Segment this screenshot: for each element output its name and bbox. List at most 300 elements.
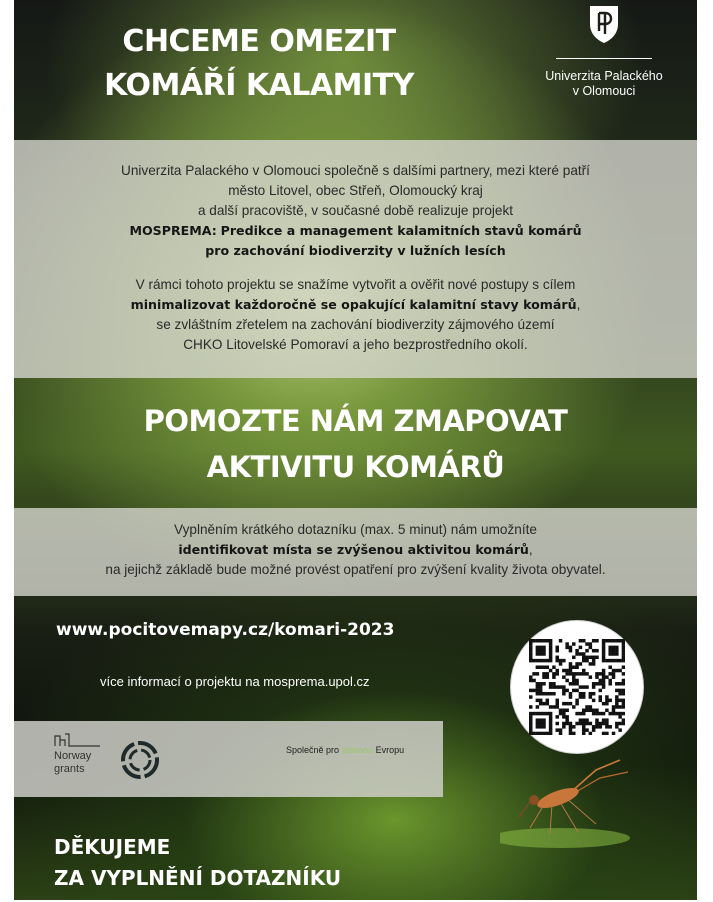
qr-module bbox=[539, 699, 543, 703]
intro-p1-line3: a další pracoviště, v současné době realizuje projekt bbox=[197, 203, 514, 218]
qr-module bbox=[529, 705, 533, 709]
qr-module bbox=[542, 732, 546, 735]
headline-top-line2: KOMÁŘÍ KALAMITY bbox=[104, 68, 414, 103]
qr-module bbox=[618, 639, 622, 643]
intro-p1-line4 bbox=[14, 221, 697, 241]
qr-module bbox=[549, 642, 553, 646]
qr-module bbox=[572, 665, 576, 669]
qr-module bbox=[602, 718, 606, 722]
qr-module bbox=[605, 639, 609, 643]
qr-module bbox=[608, 712, 612, 716]
qr-module bbox=[592, 709, 596, 713]
qr-module bbox=[529, 656, 533, 660]
qr-module bbox=[602, 672, 606, 676]
qr-module bbox=[529, 689, 533, 693]
qr-module bbox=[595, 722, 599, 726]
qr-module bbox=[549, 669, 553, 673]
qr-module bbox=[536, 692, 540, 696]
qr-module bbox=[549, 685, 553, 689]
qr-module bbox=[579, 712, 583, 716]
qr-module bbox=[589, 656, 593, 660]
qr-module bbox=[599, 699, 603, 703]
qr-module bbox=[612, 709, 616, 713]
qr-module bbox=[622, 702, 625, 706]
qr-module bbox=[579, 692, 583, 696]
qr-module bbox=[608, 646, 612, 650]
qr-module bbox=[582, 709, 586, 713]
qr-module bbox=[565, 669, 569, 673]
project-title-part2: pro zachování biodiverzity v lužních lesích bbox=[205, 243, 506, 258]
qr-module bbox=[618, 722, 622, 726]
qr-module bbox=[582, 692, 586, 696]
qr-module bbox=[572, 682, 576, 686]
qr-module bbox=[569, 649, 573, 653]
qr-module bbox=[552, 692, 556, 696]
qr-module bbox=[608, 672, 612, 676]
qr-module bbox=[569, 728, 573, 732]
qr-module bbox=[622, 718, 625, 722]
qr-module bbox=[559, 712, 563, 716]
qr-module bbox=[582, 695, 586, 699]
qr-module bbox=[612, 652, 616, 656]
qr-module bbox=[595, 672, 599, 676]
qr-module bbox=[546, 712, 550, 716]
qr-module bbox=[539, 639, 543, 643]
qr-module bbox=[602, 682, 606, 686]
qr-module bbox=[575, 665, 579, 669]
norway-grants-logo bbox=[54, 731, 114, 776]
qr-module bbox=[559, 685, 563, 689]
qr-module bbox=[536, 712, 540, 716]
qr-module bbox=[539, 712, 543, 716]
qr-module bbox=[589, 692, 593, 696]
qr-module bbox=[546, 639, 550, 643]
qr-module bbox=[582, 656, 586, 660]
qr-module bbox=[542, 725, 546, 729]
qr-module bbox=[549, 692, 553, 696]
qr-module bbox=[546, 675, 550, 679]
qr-module bbox=[562, 689, 566, 693]
more-info-text[interactable]: více informací o projektu na mosprema.upol.cz bbox=[100, 674, 370, 689]
qr-module bbox=[612, 646, 616, 650]
qr-module bbox=[615, 722, 619, 726]
norway-grants-line2: grants bbox=[54, 763, 85, 775]
qr-module bbox=[582, 672, 586, 676]
qr-module bbox=[589, 662, 593, 666]
qr-module bbox=[622, 692, 625, 696]
qr-module bbox=[559, 732, 563, 735]
qr-module bbox=[549, 732, 553, 735]
survey-line1: Vyplněním krátkého dotazníku (max. 5 minut) nám umožníte bbox=[174, 522, 537, 537]
qr-module bbox=[575, 722, 579, 726]
qr-module bbox=[612, 712, 616, 716]
qr-module bbox=[615, 669, 619, 673]
qr-module bbox=[575, 682, 579, 686]
qr-module bbox=[595, 712, 599, 716]
qr-module bbox=[605, 718, 609, 722]
qr-module bbox=[542, 652, 546, 656]
qr-module bbox=[546, 732, 550, 735]
faint-line bbox=[174, 763, 274, 771]
project-name: MOSPREMA: bbox=[129, 223, 217, 238]
qr-module bbox=[602, 679, 606, 683]
qr-module bbox=[622, 705, 625, 709]
qr-module bbox=[585, 642, 589, 646]
qr-module bbox=[595, 718, 599, 722]
qr-module bbox=[552, 685, 556, 689]
qr-module bbox=[546, 702, 550, 706]
qr-module bbox=[575, 699, 579, 703]
qr-module bbox=[599, 672, 603, 676]
qr-module bbox=[615, 649, 619, 653]
qr-module bbox=[592, 692, 596, 696]
qr-module bbox=[579, 639, 583, 643]
survey-text bbox=[14, 520, 697, 580]
qr-module bbox=[536, 722, 540, 726]
partner-logos-strip bbox=[14, 721, 443, 797]
qr-module bbox=[542, 672, 546, 676]
qr-module bbox=[615, 689, 619, 693]
qr-module bbox=[605, 709, 609, 713]
intro-p2-line2 bbox=[14, 295, 697, 315]
qr-module bbox=[622, 649, 625, 653]
qr-module bbox=[572, 679, 576, 683]
qr-module bbox=[549, 649, 553, 653]
qr-module bbox=[572, 675, 576, 679]
qr-module bbox=[595, 725, 599, 729]
qr-module bbox=[608, 725, 612, 729]
qr-module bbox=[536, 699, 540, 703]
university-name-line1: Univerzita Palackého bbox=[545, 69, 663, 83]
qr-module bbox=[592, 656, 596, 660]
qr-module bbox=[612, 669, 616, 673]
qr-module bbox=[602, 649, 606, 653]
qr-module bbox=[622, 679, 625, 683]
qr-module bbox=[569, 646, 573, 650]
qr-module bbox=[539, 692, 543, 696]
qr-module bbox=[575, 679, 579, 683]
qr-module bbox=[546, 692, 550, 696]
headline-top-line1: CHCEME OMEZIT bbox=[122, 24, 396, 59]
qr-module bbox=[605, 732, 609, 735]
qr-module bbox=[582, 639, 586, 643]
qr-module bbox=[602, 639, 606, 643]
qr-module bbox=[532, 732, 536, 735]
qr-module bbox=[582, 669, 586, 673]
qr-module bbox=[549, 712, 553, 716]
qr-module bbox=[572, 656, 576, 660]
qr-module bbox=[585, 656, 589, 660]
qr-module bbox=[539, 689, 543, 693]
qr-code[interactable] bbox=[529, 639, 625, 735]
qr-module bbox=[542, 659, 546, 663]
qr-module bbox=[592, 639, 596, 643]
qr-module bbox=[536, 659, 540, 663]
qr-module bbox=[549, 656, 553, 660]
qr-module bbox=[529, 642, 533, 646]
qr-module bbox=[572, 642, 576, 646]
qr-module bbox=[602, 652, 606, 656]
qr-module bbox=[622, 639, 625, 643]
qr-module bbox=[532, 689, 536, 693]
qr-module bbox=[572, 672, 576, 676]
qr-module bbox=[539, 732, 543, 735]
university-divider bbox=[556, 58, 652, 59]
qr-module bbox=[529, 679, 533, 683]
qr-module bbox=[582, 685, 586, 689]
qr-module bbox=[555, 649, 559, 653]
qr-module bbox=[555, 656, 559, 660]
qr-module bbox=[618, 705, 622, 709]
survey-line3: na jejichž základě bude možné provést opatření pro zvýšení kvality života obyvatel. bbox=[105, 562, 606, 577]
qr-module bbox=[589, 732, 593, 735]
qr-module bbox=[582, 712, 586, 716]
qr-module bbox=[539, 702, 543, 706]
qr-module bbox=[539, 682, 543, 686]
qr-module bbox=[529, 649, 533, 653]
qr-module bbox=[536, 639, 540, 643]
eu-slogan bbox=[286, 745, 438, 755]
qr-module bbox=[585, 718, 589, 722]
qr-module bbox=[529, 639, 533, 643]
qr-module bbox=[555, 715, 559, 719]
headline-top bbox=[14, 20, 504, 108]
qr-module bbox=[622, 646, 625, 650]
qr-module bbox=[595, 656, 599, 660]
intro-paragraph-1 bbox=[14, 161, 697, 261]
qr-module bbox=[602, 642, 606, 646]
qr-module bbox=[529, 725, 533, 729]
faint-line bbox=[174, 755, 274, 763]
qr-module bbox=[565, 689, 569, 693]
qr-module bbox=[546, 672, 550, 676]
norway-grants-text bbox=[54, 750, 114, 776]
qr-module bbox=[602, 722, 606, 726]
goal-emphasis-tail: , bbox=[576, 297, 581, 312]
qr-module bbox=[592, 699, 596, 703]
qr-module bbox=[622, 682, 625, 686]
qr-module bbox=[542, 665, 546, 669]
qr-module bbox=[562, 675, 566, 679]
qr-module bbox=[552, 675, 556, 679]
qr-module bbox=[612, 659, 616, 663]
qr-module bbox=[546, 699, 550, 703]
intro-paragraph-2 bbox=[14, 275, 697, 355]
qr-module bbox=[605, 659, 609, 663]
qr-module bbox=[562, 685, 566, 689]
qr-module bbox=[542, 718, 546, 722]
qr-module bbox=[602, 675, 606, 679]
qr-module bbox=[618, 712, 622, 716]
qr-module bbox=[599, 722, 603, 726]
qr-module bbox=[582, 659, 586, 663]
qr-module bbox=[582, 718, 586, 722]
qr-module bbox=[612, 675, 616, 679]
qr-module bbox=[549, 682, 553, 686]
intro-panel bbox=[14, 140, 697, 378]
qr-module bbox=[562, 669, 566, 673]
qr-module bbox=[622, 712, 625, 716]
qr-module bbox=[599, 689, 603, 693]
qr-module bbox=[536, 672, 540, 676]
qr-module bbox=[532, 679, 536, 683]
project-title-part1: Predikce a management kalamitních stavů komárů bbox=[220, 223, 582, 238]
qr-module bbox=[622, 672, 625, 676]
qr-module bbox=[589, 642, 593, 646]
university-logo-block bbox=[534, 4, 674, 99]
qr-module bbox=[615, 699, 619, 703]
qr-module bbox=[569, 665, 573, 669]
university-crest-icon bbox=[587, 4, 621, 44]
qr-module bbox=[612, 649, 616, 653]
qr-module bbox=[542, 712, 546, 716]
qr-module bbox=[549, 652, 553, 656]
qr-module bbox=[542, 646, 546, 650]
qr-module bbox=[549, 722, 553, 726]
qr-module bbox=[539, 659, 543, 663]
qr-module bbox=[565, 722, 569, 726]
eu-slogan-suffix: Evropu bbox=[373, 745, 405, 755]
qr-module bbox=[615, 652, 619, 656]
qr-module bbox=[602, 702, 606, 706]
qr-module bbox=[618, 692, 622, 696]
qr-module bbox=[575, 649, 579, 653]
survey-url-link[interactable]: www.pocitovemapy.cz/komari-2023 bbox=[56, 620, 395, 640]
qr-module bbox=[539, 718, 543, 722]
qr-module bbox=[562, 722, 566, 726]
qr-module bbox=[612, 705, 616, 709]
qr-module bbox=[542, 702, 546, 706]
qr-module bbox=[549, 639, 553, 643]
qr-module bbox=[605, 722, 609, 726]
qr-module bbox=[529, 712, 533, 716]
qr-module bbox=[585, 649, 589, 653]
qr-module bbox=[599, 725, 603, 729]
qr-module bbox=[595, 682, 599, 686]
qr-module bbox=[539, 652, 543, 656]
qr-module bbox=[539, 725, 543, 729]
qr-module bbox=[599, 679, 603, 683]
intro-p1-line5 bbox=[14, 241, 697, 261]
qr-module bbox=[536, 665, 540, 669]
qr-module bbox=[618, 715, 622, 719]
qr-module bbox=[579, 695, 583, 699]
qr-module bbox=[612, 732, 616, 735]
qr-module bbox=[579, 662, 583, 666]
qr-module bbox=[546, 659, 550, 663]
qr-module bbox=[592, 682, 596, 686]
qr-module bbox=[555, 722, 559, 726]
qr-module bbox=[572, 732, 576, 735]
qr-module bbox=[582, 728, 586, 732]
qr-module bbox=[559, 728, 563, 732]
qr-module bbox=[549, 705, 553, 709]
qr-module bbox=[575, 652, 579, 656]
faint-line bbox=[174, 747, 274, 755]
qr-module bbox=[615, 646, 619, 650]
qr-module bbox=[532, 639, 536, 643]
qr-module bbox=[602, 712, 606, 716]
qr-module bbox=[565, 709, 569, 713]
qr-module bbox=[622, 699, 625, 703]
qr-module bbox=[608, 699, 612, 703]
qr-module bbox=[559, 709, 563, 713]
qr-module bbox=[569, 732, 573, 735]
qr-module bbox=[592, 712, 596, 716]
qr-module bbox=[572, 725, 576, 729]
thank-you-text bbox=[54, 832, 341, 894]
qr-module bbox=[562, 712, 566, 716]
qr-module bbox=[585, 728, 589, 732]
qr-module bbox=[549, 718, 553, 722]
university-name bbox=[534, 69, 674, 99]
qr-module bbox=[536, 685, 540, 689]
call-to-action-headline bbox=[14, 398, 697, 490]
qr-module bbox=[585, 705, 589, 709]
qr-module bbox=[559, 662, 563, 666]
qr-module bbox=[615, 705, 619, 709]
qr-module bbox=[592, 728, 596, 732]
qr-module bbox=[575, 672, 579, 676]
qr-module bbox=[529, 652, 533, 656]
qr-module bbox=[585, 722, 589, 726]
qr-module bbox=[608, 639, 612, 643]
qr-module bbox=[595, 675, 599, 679]
mosquito-image bbox=[500, 748, 640, 848]
qr-module bbox=[555, 728, 559, 732]
qr-module bbox=[555, 659, 559, 663]
qr-module bbox=[599, 695, 603, 699]
qr-module bbox=[532, 659, 536, 663]
qr-module bbox=[592, 685, 596, 689]
qr-module bbox=[562, 715, 566, 719]
qr-module bbox=[592, 725, 596, 729]
qr-module bbox=[562, 725, 566, 729]
qr-module bbox=[592, 659, 596, 663]
qr-module bbox=[562, 709, 566, 713]
qr-module bbox=[532, 712, 536, 716]
survey-emphasis: identifikovat místa se zvýšenou aktivitou komárů bbox=[178, 542, 529, 557]
qr-module bbox=[599, 682, 603, 686]
qr-module bbox=[542, 692, 546, 696]
intro-p2-line4: CHKO Litovelské Pomoraví a jeho bezprostředního okolí. bbox=[183, 337, 528, 352]
qr-module bbox=[605, 675, 609, 679]
qr-module bbox=[575, 702, 579, 706]
intro-p1-line2: město Litovel, obec Střeň, Olomoucký kraj bbox=[228, 183, 483, 198]
goal-emphasis: minimalizovat každoročně se opakující kalamitní stavy komárů bbox=[130, 297, 577, 312]
qr-module bbox=[608, 682, 612, 686]
qr-module bbox=[618, 728, 622, 732]
qr-module bbox=[622, 665, 625, 669]
qr-module bbox=[529, 675, 533, 679]
qr-module bbox=[608, 679, 612, 683]
qr-code-badge[interactable] bbox=[510, 620, 644, 754]
thank-you-line2: ZA VYPLNĚNÍ DOTAZNÍKU bbox=[54, 866, 342, 890]
qr-module bbox=[559, 659, 563, 663]
qr-module bbox=[575, 689, 579, 693]
qr-module bbox=[529, 646, 533, 650]
qr-module bbox=[618, 659, 622, 663]
qr-module bbox=[589, 709, 593, 713]
qr-module bbox=[565, 646, 569, 650]
qr-module bbox=[622, 659, 625, 663]
qr-module bbox=[622, 722, 625, 726]
intro-p1-line1: Univerzita Palackého v Olomouci společně s dalšími partnery, mezi které patří bbox=[121, 163, 590, 178]
qr-module bbox=[602, 656, 606, 660]
faint-partner-text bbox=[174, 747, 274, 771]
qr-module bbox=[536, 652, 540, 656]
qr-module bbox=[618, 689, 622, 693]
